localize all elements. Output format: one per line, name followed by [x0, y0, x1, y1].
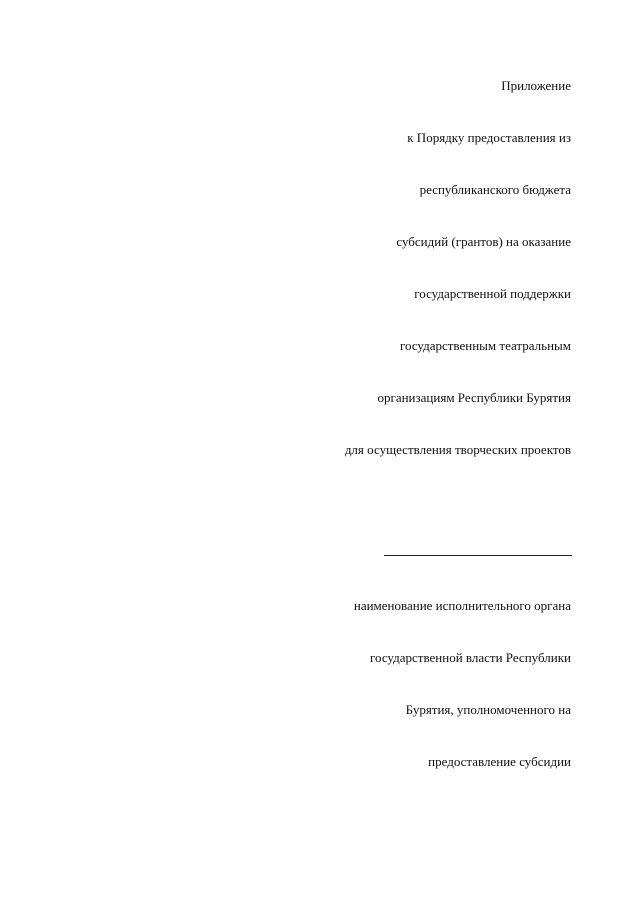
addressee-caption-line: Бурятия, уполномоченного на: [405, 702, 571, 717]
appendix-line: к Порядку предоставления из: [407, 130, 571, 145]
addressee-caption-line: предоставление субсидии: [428, 754, 571, 769]
appendix-line: республиканского бюджета: [419, 182, 571, 197]
appendix-line: государственной поддержки: [414, 286, 571, 301]
appendix-line: организациям Республики Бурятия: [377, 390, 571, 405]
addressee-caption-line: наименование исполнительного органа: [353, 598, 571, 613]
addressee-caption-line: государственной власти Республики: [370, 650, 571, 665]
appendix-line: государственным театральным: [399, 338, 571, 353]
signature-blank-line: [384, 555, 572, 556]
appendix-line: субсидий (грантов) на оказание: [396, 234, 571, 249]
appendix-line: для осуществления творческих проектов: [344, 442, 571, 457]
appendix-title: Приложение: [501, 78, 571, 93]
